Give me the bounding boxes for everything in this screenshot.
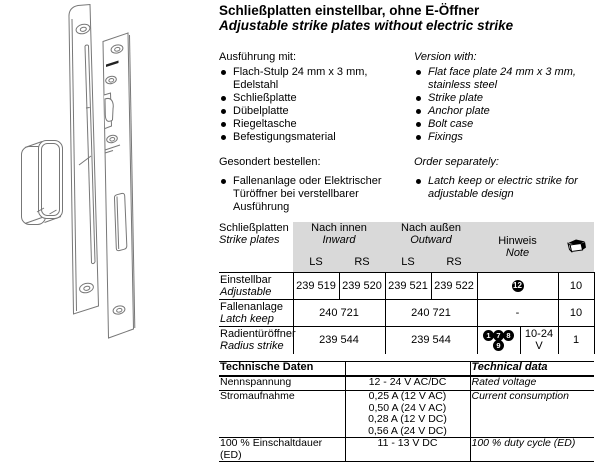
list-item — [414, 175, 598, 201]
note-badges — [478, 327, 520, 354]
list-item-label: Schließplatte — [233, 92, 297, 104]
col-header-label-en: Note — [505, 246, 530, 259]
part-number: 239 544 — [293, 326, 385, 354]
tech-label-en: 100 % duty cycle (ED) — [470, 438, 594, 462]
page-title: Schließplatten einstellbar, ohne E-Öffner — [219, 3, 480, 18]
order-heading-de: Gesondert bestellen: — [219, 156, 321, 168]
table-row-radius-strike — [219, 326, 594, 354]
bullet-icon — [416, 70, 421, 75]
col-header-outward — [385, 222, 477, 252]
tech-header-de: Technische Daten — [219, 362, 345, 377]
list-item-label: Befestigungsmaterial — [233, 131, 336, 143]
tech-value: 12 - 24 V AC/DC — [345, 376, 470, 391]
table-row-adjustable — [219, 272, 594, 299]
bullet-icon — [416, 135, 421, 140]
tech-value-line: 0,25 A (12 V AC) — [368, 390, 447, 402]
col-header-ls-outward: LS — [385, 252, 431, 272]
list-item-label: Dübelplatte — [233, 105, 289, 117]
tech-label-en: Rated voltage — [470, 376, 594, 391]
col-header-note — [477, 222, 558, 272]
list-item — [414, 92, 598, 105]
note-badge: 7 — [493, 330, 504, 341]
list-item — [414, 118, 598, 131]
list-item — [414, 66, 598, 92]
bullet-icon — [416, 179, 421, 184]
list-item-label: Fallenanlage oder Elektrischer Türöffner bei verstellbarer Ausführung — [233, 175, 382, 213]
col-header-label-de: Nach außen — [401, 222, 461, 234]
note-cell: - — [477, 299, 558, 326]
list-item-label: Flach-Stulp 24 mm x 3 mm, Edelstahl — [233, 66, 368, 91]
bullet-icon — [221, 122, 226, 127]
part-number: 239 522 — [431, 272, 477, 299]
note-badge: 9 — [493, 340, 504, 351]
list-item-label: Bolt case — [428, 118, 474, 130]
tech-row-rated-voltage — [219, 376, 594, 391]
bullet-icon — [416, 96, 421, 101]
bullet-icon — [221, 179, 226, 184]
features-heading-en: Version with: — [414, 51, 477, 63]
list-item-label: Strike plate — [428, 92, 484, 104]
tech-value-line: 0,28 A (12 V DC) — [368, 413, 447, 425]
tech-value — [345, 391, 470, 438]
anchor-plate-drawing — [69, 5, 99, 315]
row-label-de: Einstellbar — [220, 273, 272, 286]
col-header-inward — [293, 222, 385, 252]
col-header-label-de: Schließplatten — [219, 222, 289, 234]
col-header-label-en: Inward — [322, 234, 356, 246]
bullet-icon — [416, 109, 421, 114]
list-item — [219, 175, 406, 214]
tech-label-de: Nennspannung — [219, 376, 345, 391]
note-cell — [477, 326, 558, 354]
products-table — [219, 222, 595, 354]
list-item-label: Anchor plate — [428, 105, 490, 117]
tech-header-row — [219, 362, 594, 377]
bullet-icon — [416, 122, 421, 127]
row-label-de: Radientüröffner — [220, 328, 296, 340]
part-number: 239 521 — [385, 272, 431, 299]
pack-quantity: 10 — [558, 272, 594, 299]
row-label-en: Latch keep — [220, 312, 274, 325]
order-heading-en: Order separately: — [414, 156, 499, 168]
note-badge: 8 — [503, 330, 514, 341]
bullet-icon — [221, 109, 226, 114]
face-plate-drawing — [103, 33, 135, 338]
col-header-label-de: Nach innen — [311, 222, 367, 234]
row-label — [219, 326, 296, 354]
col-header-label-en: Strike plates — [219, 234, 280, 246]
features-column-de — [219, 51, 406, 214]
features-column-en — [414, 51, 598, 201]
list-item-label: Flat face plate 24 mm x 3 mm, stainless steel — [428, 66, 576, 91]
part-number: 239 520 — [339, 272, 385, 299]
pack-quantity: 1 — [558, 326, 594, 354]
list-item — [219, 92, 406, 105]
bullet-icon — [221, 135, 226, 140]
tech-row-current-consumption — [219, 391, 594, 438]
list-item — [219, 118, 406, 131]
voltage-note: 10-24 V — [520, 327, 558, 354]
tech-label-de: Stromaufnahme — [219, 391, 345, 438]
part-number: 239 544 — [385, 326, 477, 354]
col-header-rs-inward: RS — [339, 252, 385, 272]
tech-header-spacer — [345, 362, 470, 377]
bullet-icon — [221, 96, 226, 101]
part-number: 240 721 — [293, 299, 385, 326]
table-row-latch-keep — [219, 299, 594, 326]
pack-quantity: 10 — [558, 299, 594, 326]
tech-value-line: 0,56 A (24 V DC) — [368, 424, 447, 437]
list-item — [414, 105, 598, 118]
package-icon — [565, 238, 587, 253]
list-item — [219, 131, 406, 144]
list-item-label: Riegeltasche — [233, 118, 297, 130]
row-label-en: Adjustable — [220, 285, 272, 298]
bolt-case-drawing — [22, 141, 63, 225]
list-item — [414, 131, 598, 144]
col-header-label-en: Outward — [410, 234, 452, 246]
list-item-label: Latch keep or electric strike for adjustable design — [428, 175, 578, 200]
row-label — [219, 299, 293, 326]
row-label — [219, 272, 293, 299]
tech-value: 11 - 13 V DC — [345, 438, 470, 462]
tech-header-en: Technical data — [470, 362, 594, 377]
col-header-package — [558, 222, 594, 272]
col-header-strike-plates — [219, 222, 293, 272]
tech-label-de: 100 % Einschaltdauer (ED) — [219, 438, 345, 462]
tech-value-line: 0,50 A (24 V AC) — [368, 401, 447, 414]
row-label-en: Radius strike — [220, 340, 284, 352]
features-heading-de: Ausführung mit: — [219, 51, 297, 63]
page-title-translation: Adjustable strike plates without electric strike — [219, 18, 514, 33]
col-header-ls-inward: LS — [293, 252, 339, 272]
table-header-row — [219, 222, 594, 252]
list-item — [219, 66, 406, 92]
part-number: 240 721 — [385, 299, 477, 326]
col-header-rs-outward: RS — [431, 252, 477, 272]
note-badge: 12 — [513, 281, 522, 291]
tech-row-duty-cycle — [219, 438, 594, 462]
list-item — [219, 105, 406, 118]
bullet-icon — [221, 70, 226, 75]
col-header-label-de: Hinweis — [498, 234, 537, 247]
list-item-label: Fixings — [428, 131, 463, 143]
note-badge: 1 — [483, 330, 494, 341]
technical-data-table — [219, 361, 594, 462]
tech-label-en: Current consumption — [470, 391, 594, 438]
row-label-de: Fallenanlage — [220, 300, 283, 313]
part-number: 239 519 — [293, 272, 339, 299]
note-cell — [477, 272, 558, 299]
product-drawing — [0, 0, 215, 449]
